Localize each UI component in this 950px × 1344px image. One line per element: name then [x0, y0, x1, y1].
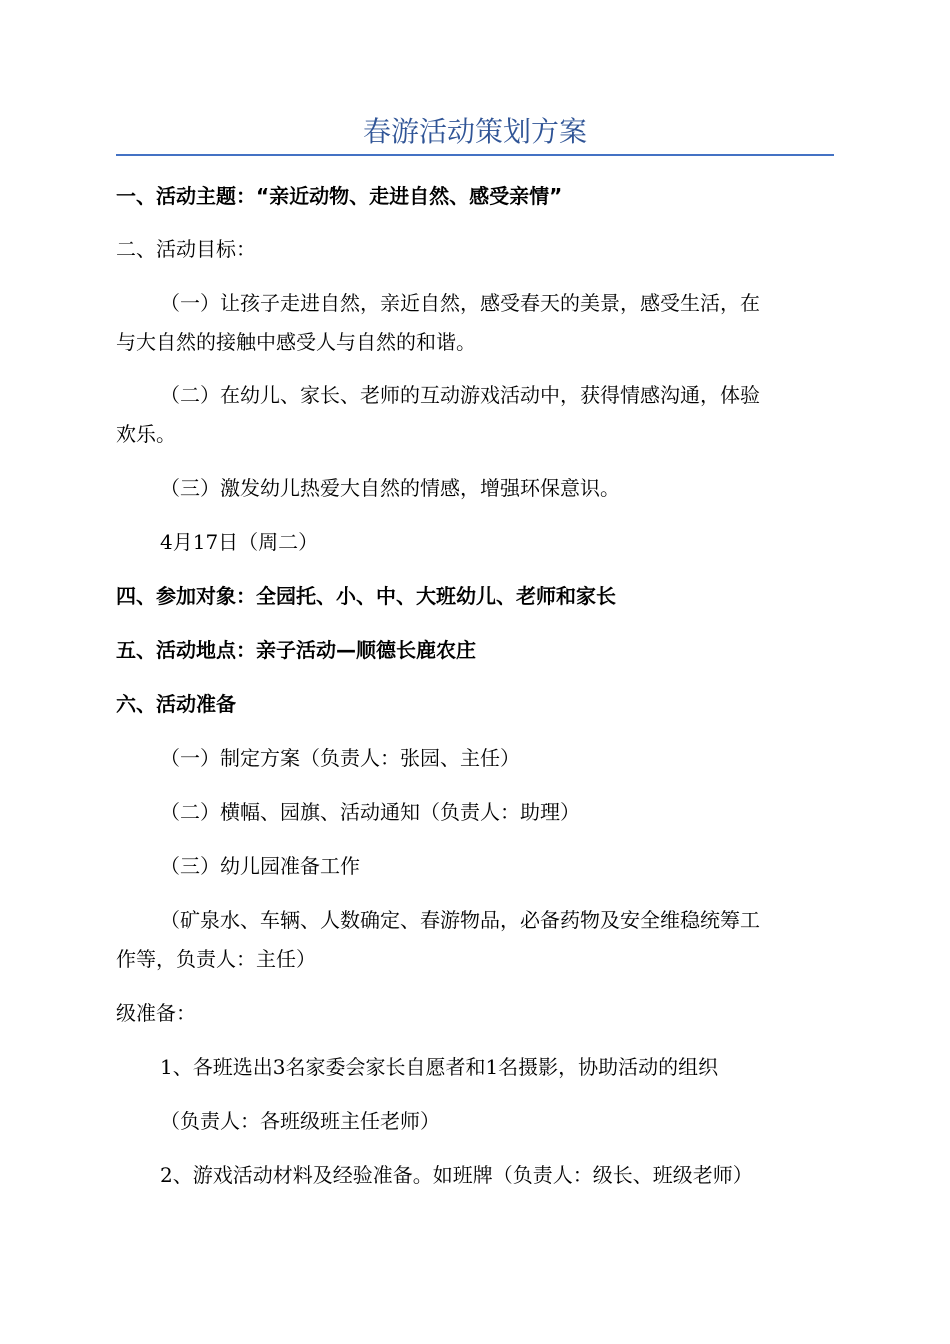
goal-1-line-1: （一）让孩子走进自然，亲近自然，感受春天的美景，感受生活，在 — [160, 291, 760, 315]
section-theme-heading: 一、活动主题：“亲近动物、走进自然、感受亲情” — [116, 184, 563, 208]
goal-2-line-2: 欢乐。 — [116, 422, 176, 446]
prep-item-1: （一）制定方案（负责人：张园、主任） — [160, 746, 520, 770]
activity-date: 4月17日（周二） — [160, 530, 319, 554]
section-goals-heading: 二、活动目标： — [116, 237, 256, 261]
prep-item-2: （二）横幅、园旗、活动通知（负责人：助理） — [160, 800, 580, 824]
class-item-1-owner: （负责人：各班级班主任老师） — [160, 1109, 440, 1133]
class-item-2: 2、游戏活动材料及经验准备。如班牌（负责人：级长、班级老师） — [160, 1163, 753, 1187]
class-prep-heading: 级准备： — [116, 1001, 196, 1025]
goal-3: （三）激发幼儿热爱大自然的情感，增强环保意识。 — [160, 476, 620, 500]
prep-item-3: （三）幼儿园准备工作 — [160, 854, 360, 878]
prep-item-3-detail-line-2: 作等，负责人：主任） — [116, 947, 316, 971]
goal-1-line-2: 与大自然的接触中感受人与自然的和谐。 — [116, 330, 476, 354]
class-item-1: 1、各班选出3名家委会家长自愿者和1名摄影，协助活动的组织 — [160, 1055, 719, 1079]
goal-2-line-1: （二）在幼儿、家长、老师的互动游戏活动中，获得情感沟通，体验 — [160, 383, 760, 407]
title-underline — [116, 154, 834, 156]
section-participants-heading: 四、参加对象：全园托、小、中、大班幼儿、老师和家长 — [116, 584, 616, 608]
section-preparation-heading: 六、活动准备 — [116, 692, 236, 716]
document-title: 春游活动策划方案 — [362, 115, 587, 148]
section-location-heading: 五、活动地点：亲子活动—顺德长鹿农庄 — [116, 638, 476, 662]
prep-item-3-detail-line-1: （矿泉水、车辆、人数确定、春游物品，必备药物及安全维稳统筹工 — [160, 908, 760, 932]
